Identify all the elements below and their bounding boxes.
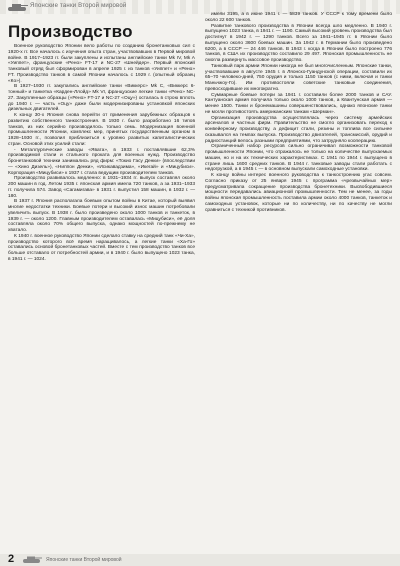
paragraph: К концу войны интерес военного руководства к танкостроению угас совсем. Согласно приказу от 25 января 1945 г. программа «чрезвычайных мер» предусматривала сокращение производства бронетехники. Высвободившиеся мощности передавались авиационной промышленности. Тем не менее, за годы войны японская промышленность поставила армии около 4000 танков, танкеток и самоходных установок, которые ни по количеству, ни по качеству не могли сравниться с техникой противников. — [205, 173, 392, 213]
paragraph: - Металлургические заводы «Явата», в 1933 г. поставлявшие 62,3% производимой стали и стального проката для военных нужд. Производство бронетанковой техники занимались ряд фирм: «Токио Гасу Денки» (впоследствии — «Хино Дизель»), «Ниппон Денки», «Исикавадзима», «Икегай» и «Мицубиси». Корпорация «Мицубиси» к 1937 г. стала ведущим производителем танков. — [8, 147, 195, 176]
paragraph: В 1927–1930 гг. закупались английские танки «Виккерс» Mk C, «Виккерс 6-тонный» и танкетка «Карден-Ллойд» Mk VI, французские легкие танки «Рено» NC-27. Закупленные образцы («Рено» FT-17 и NC-27 «Оцу») осталась в строю вплоть до 1940 г. — часть «Оцу» даже были модернизированы установкой японских дизельных двигателей. — [8, 84, 195, 113]
paragraph: К 1940 г. военное руководство Японии сделало ставку на средний танк «Чи-Ха», производство которого всё время наращивалось, а легкие танки «Ха-Го» оставались основой бронетанковых частей. Вместе с тем производство танков все больше отставало от потребностей армии, и в 1940 г. было выпущено 1023 танка, в 1941 г. — 1024. — [8, 233, 195, 262]
tank-silhouette-icon — [6, 2, 28, 12]
paragraph: Развитие танкового производства в Японии всегда шло медленно. В 1940 г. выпущено 1023 танка, в 1941 г. — 1190. Самый высокий уровень производства был достигнут в 1942 г. — 1290 танков. Всего за 1941–1945 гг. в Японии было выпущено около 3600 боевых машин. За 1942 г. в Германии было произведено 6200, а в СССР — 24 446 танков. В 1943 г. когда в Японии было построено 776 танков, в США их производство составило 29 497. Японская промышленность не смогла развернуть массовое производство. — [205, 23, 392, 63]
paragraph: Ограниченный набор ресурсов сильно ограничивал возможности танковой промышленности Японии, что отражалось не только на количестве выпускаемых машин, но и на их технических характеристиках. С 1941 по 1944 г. выпущено в стране лишь 1600 средних танков. В 1944 г. танковые заводы стали работать с недогрузкой, а в 1945 г. — в основном выпускали самоходные установки. — [205, 144, 392, 173]
running-header: Японские танки Второй мировой — [30, 3, 127, 9]
paragraph: Организация производства осуществлялась через систему армейских арсеналов и частных фирм. Правительство не смогло организовать переход к конвейерному производству, а дефицит стали, резины и топлива все сильнее сказывался на темпах выпуска. Производство двигателей, трансмиссий, орудий и радиостанций велось разными предприятиями, что затрудняло кооперацию. — [205, 115, 392, 144]
paragraph: Производство развивалось медленно: в 1931–1934 гг. выпуск составлял около 200 машин в год. Летом 1935 г. японская армия имела 720 танков, а за 1931–1933 гг. получила 574. Завод «Сагамигава» в 1931 г. выпустил 158 машин, в 1932 г. — 180. — [8, 176, 195, 199]
running-footer: Японские танки Второй мировой — [46, 557, 122, 563]
paragraph: Танковый парк армии Японии никогда не был многочисленным. Японские танки, участвовавшие в августе 1945 г. в Ляонско-Гуандунской операции, составили их 65–70 человеко-дней, 750 орудия и только 1150 танков (с ними, включая и танки Маньчжоу-Го). Им противостояли советские танковые соединения, превосходившие их многократно. — [205, 63, 392, 92]
tank-silhouette-icon — [22, 556, 42, 563]
paragraph: К концу 30-х Япония снова перейти от применения зарубежных образцов к развитию собственного танкостроения. В 1930 г. было разработано 16 типов танков, из них серийно производилось только семь. Модернизация военной промышленности Японии, комплекс мер, принятых государственным органом в 1928–1930 гг., позволил приблизиться к уровню развитых капиталистических стран. Основой этих усилий стали: — [8, 113, 195, 147]
paragraph: Суммарные боевые потери за 1941 г. составили более 2000 танков и САУ. Кантуанская армия получила только около 1000 танков, а Квантунская армия — менее 1500. Танки и бронемашины совершенствовались, однако японские танки не могли противостоять американским танкам «Шерман». — [205, 92, 392, 115]
right-column — [205, 12, 392, 213]
page-title: Производство — [8, 22, 133, 41]
paragraph: В 1937 г. Япония располагала боевым опытом войны в Китае, который выявил многие недостатки техники. Боевые потери и высокий износ машин потребовали увеличить выпуск. В 1938 г. было произведено около 1000 танков и танкеток, в 1939 г. — около 1200. Главным производителем оставалась «Мицубиси», её доля составляла около 70% общего выпуска, однако мощностей по-прежнему не хватало. — [8, 199, 195, 233]
left-column — [8, 44, 195, 263]
paragraph: имели 3195, а в июне 1941 г. — 5839 танков. У СССР к тому времени было около 22 600 танков. — [205, 12, 392, 23]
page-number: 2 — [8, 553, 15, 565]
paragraph: Военное руководство Японии вело работы по созданию бронетанковых сил с 1920-х гг. Все началось с изучения опыта стран, участвовавших в Первой мировой войне. В 1917–1923 гг. были закуплены и испытаны английские танки Mk IV, Mk A «Уиппет», французские «Рено» FT-17 и NC-27 «Шнейдер». Первый японский танковый отряд был сформирован в апреле 1925 г. из танков «Уиппет» и «Рено» FT. Производство танков в самой Японии началось с 1929 г. (опытный образец «Ко»). — [8, 44, 195, 84]
